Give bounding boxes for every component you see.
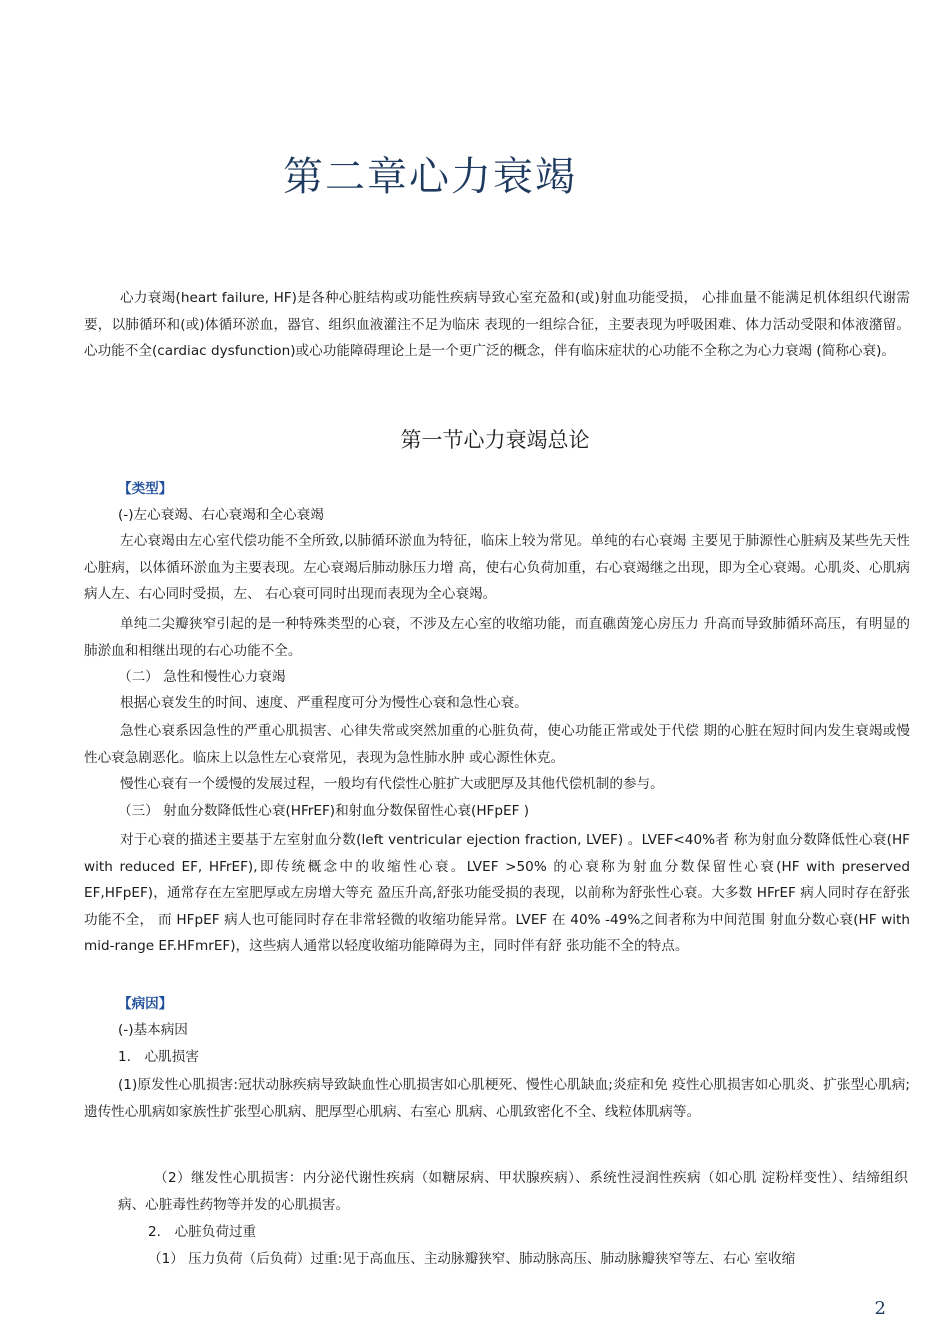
paragraph-7: (1)原发性心肌损害:冠状动脉疾病导致缺血性心肌损害如心肌梗死、慢性心肌缺血;炎症和免 疫性心肌损害如心肌炎、扩张型心肌病;遗传性心肌病如家族性扩张型心肌病、肥厚型心肌病、右室心 肌病、心肌致密化不全、线粒体肌病等。 — [84, 1077, 910, 1120]
chapter-title: 第二章心力衰竭 — [283, 154, 577, 200]
item-1: 1. 心肌损害 — [118, 1049, 199, 1065]
subheading-4: (-)基本病因 — [118, 1022, 188, 1038]
paragraph-9: （1） 压力负荷（后负荷）过重:见于高血压、主动脉瓣狭窄、肺动脉高压、肺动脉瓣狭窄等左、右心 室收缩 — [148, 1251, 796, 1267]
intro-paragraph: 心力衰竭(heart failure, HF)是各种心脏结构或功能性疾病导致心室充盈和(或)射血功能受损， 心排血量不能满足机体组织代谢需要，以肺循环和(或)体循环淤血，器官、组织血液灌注不足为临床 表现的一组综合征，主要表现为呼吸困难、体力活动受限和体液潴留。心功能不全(cardiac dysfunction)或心功能障碍理论上是一个更广泛的概念，伴有临床症状的心功能不全称之为心力衰竭 (简称心衰)。 — [84, 290, 910, 359]
subheading-2: （二） 急性和慢性心力衰竭 — [118, 669, 286, 685]
paragraph-3: 根据心衰发生的时间、速度、严重程度可分为慢性心衰和急性心衰。 — [120, 695, 528, 711]
subheading-1: (-)左心衰竭、右心衰竭和全心衰竭 — [118, 507, 324, 523]
paragraph-4: 急性心衰系因急性的严重心肌损害、心律失常或突然加重的心脏负荷，使心功能正常或处于代偿 期的心脏在短时间内发生衰竭或慢性心衰急剧恶化。临床上以急性左心衰常见，表现为急性肺水肿 或心源性休克。 — [84, 723, 910, 766]
paragraph-5: 慢性心衰有一个缓慢的发展过程，一般均有代偿性心脏扩大或肥厚及其他代偿机制的参与。 — [120, 776, 664, 792]
subheading-3: （三） 射血分数降低性心衰(HFrEF)和射血分数保留性心衰(HFpEF ) — [118, 803, 530, 819]
paragraph-8: （2）继发性心肌损害：内分泌代谢性疾病（如糖尿病、甲状腺疾病）、系统性浸润性疾病（如心肌 淀粉样变性）、结缔组织病、心脏毒性药物等并发的心肌损害。 — [118, 1170, 908, 1213]
etiology-heading: 【病因】 — [118, 996, 173, 1012]
page-number: 2 — [874, 1298, 886, 1319]
section-title: 第一节心力衰竭总论 — [400, 428, 590, 452]
item-2: 2. 心脏负荷过重 — [148, 1224, 257, 1240]
paragraph-1: 左心衰竭由左心室代偿功能不全所致,以肺循环淤血为特征，临床上较为常见。单纯的右心衰竭 主要见于肺源性心脏病及某些先天性心脏病，以体循环淤血为主要表现。左心衰竭后肺动脉压力增 高，使右心负荷加重，右心衰竭继之出现，即为全心衰竭。心肌炎、心肌病病人左、右心同时受损，左、 右心衰可同时出现而表现为全心衰竭。 — [84, 533, 910, 602]
paragraph-6: 对于心衰的描述主要基于左室射血分数(left ventricular ejection fraction, LVEF) 。LVEF<40%者 称为射血分数降低性心衰(HF with reduced EF, HFrEF),即传统概念中的收缩性心衰。LVEF >50% 的心衰称为射血分数保留性心衰(HF with preserved EF,HFpEF)，通常存在左室肥厚或左房增大等充 盈压升高,舒张功能受损的表现，以前称为舒张性心衰。大多数 HFrEF 病人同时存在舒张功能不全， 而 HFpEF 病人也可能同时存在非常轻微的收缩功能异常。LVEF 在 40% -49%之间者称为中间范围 射血分数心衰(HF with mid-range EF.HFmrEF)，这些病人通常以轻度收缩功能障碍为主，同时伴有舒 张功能不全的特点。 — [84, 832, 910, 954]
paragraph-2: 单纯二尖瓣狭窄引起的是一种特殊类型的心衰，不涉及左心室的收缩功能，而直礁茵笼心房压力 升高而导致肺循环高压，有明显的肺淤血和相继出现的右心功能不全。 — [84, 616, 910, 659]
type-heading: 【类型】 — [118, 481, 173, 497]
